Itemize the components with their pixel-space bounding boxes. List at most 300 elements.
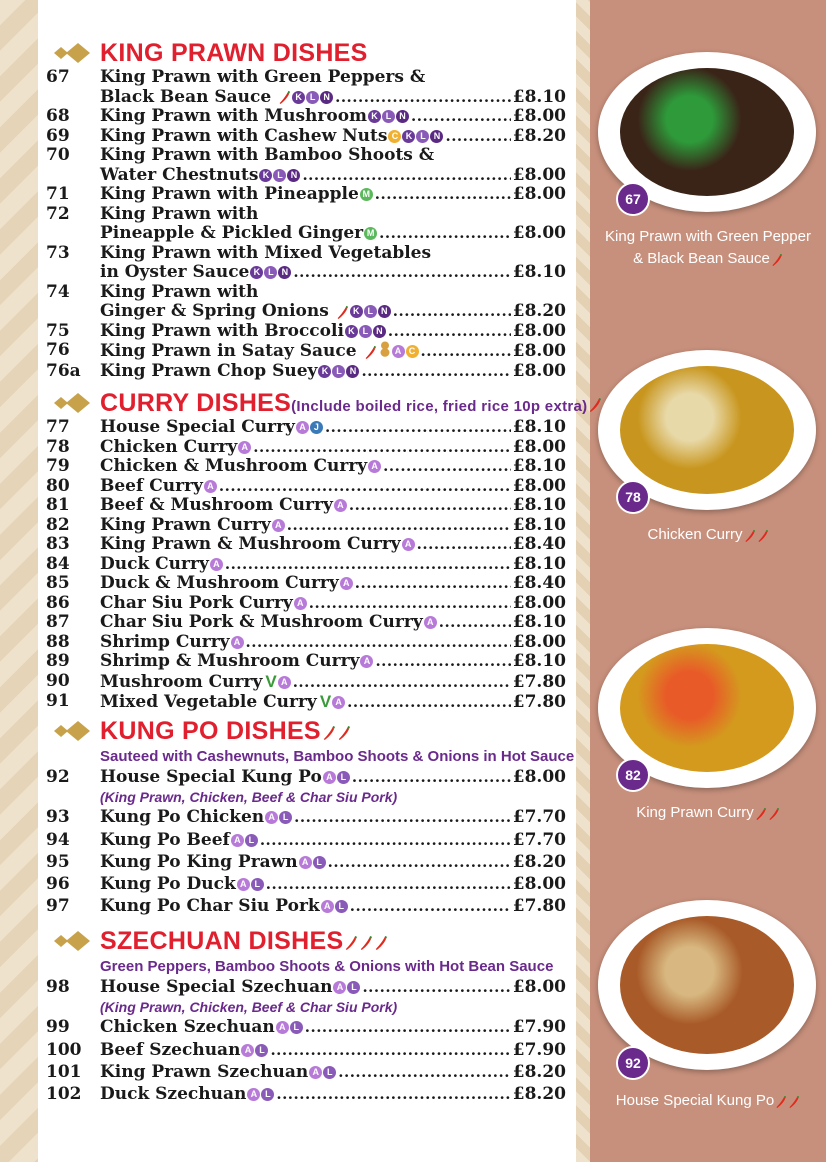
- item-price: £8.10: [512, 612, 566, 632]
- item-name-line: [100, 107, 566, 127]
- food-image: [620, 644, 794, 772]
- section-title: [100, 38, 368, 68]
- allergen-badge: N: [373, 325, 386, 338]
- item-number: 89: [46, 651, 70, 671]
- item-name: Beef & Mushroom Curry A: [100, 496, 347, 516]
- menu-item: [38, 283, 576, 322]
- item-number: 81: [46, 495, 70, 515]
- item-name: King Prawn with: [100, 281, 259, 302]
- allergen-badge: L: [359, 325, 372, 338]
- item-name: King Prawn in Satay Sauce A C: [100, 341, 419, 362]
- item-name: Kung Po Beef A L: [100, 831, 258, 851]
- vegetarian-mark: V: [265, 671, 277, 691]
- allergen-badge: N: [346, 365, 359, 378]
- menu-section: [38, 716, 576, 920]
- item-number: 86: [46, 592, 70, 613]
- item-name-line: [100, 224, 566, 244]
- dot-leader: [338, 1063, 511, 1083]
- item-price: £8.00: [512, 475, 566, 496]
- item-name-line: [100, 457, 566, 477]
- item-name-line: [100, 438, 566, 458]
- item-price: £8.00: [512, 767, 566, 787]
- item-number: 92: [46, 767, 70, 787]
- chili-icon: [756, 529, 769, 542]
- item-name-line: [100, 978, 566, 998]
- menu-item: [38, 897, 576, 917]
- item-name-line: [100, 1041, 566, 1061]
- item-name-line: [100, 477, 566, 497]
- item-number: 100: [46, 1039, 82, 1060]
- menu-item: [38, 594, 576, 614]
- item-number: 98: [46, 977, 70, 997]
- allergen-badge: L: [264, 266, 277, 279]
- menu-section: [38, 38, 576, 381]
- dot-leader: [349, 496, 511, 516]
- dot-leader: [439, 613, 511, 633]
- item-number: 76a: [46, 360, 81, 381]
- item-number: 68: [46, 106, 70, 126]
- dot-leader: [253, 438, 511, 458]
- item-name: Kung Po Duck A L: [100, 875, 264, 895]
- menu-item: [38, 808, 576, 828]
- item-number: 102: [46, 1084, 82, 1105]
- menu-item: [38, 516, 576, 536]
- item-price: £8.00: [512, 592, 566, 613]
- plate-image: [598, 900, 816, 1070]
- section-header: [38, 716, 576, 746]
- item-price: £8.10: [512, 417, 566, 437]
- chili-icon: [343, 935, 358, 950]
- item-name: King Prawn & Mushroom Curry A: [100, 535, 415, 555]
- dot-leader: [309, 594, 511, 614]
- caption-line: [598, 226, 818, 248]
- item-number: 76: [46, 340, 70, 360]
- section-title: [100, 926, 388, 956]
- menu-section: [38, 926, 576, 1107]
- caption-text: King Prawn with Green Pepper: [605, 228, 811, 245]
- item-number: 85: [46, 573, 70, 593]
- item-name-line: [100, 244, 566, 264]
- section-diamond-icon: [46, 720, 92, 742]
- allergen-badge: L: [332, 365, 345, 378]
- dish-caption: [598, 226, 818, 270]
- item-name-line: [100, 341, 566, 362]
- item-name-line: [100, 516, 566, 536]
- allergen-badge: A: [299, 856, 312, 869]
- menu-item: [38, 146, 576, 185]
- caption-line: [598, 802, 818, 824]
- allergen-badge: L: [347, 981, 360, 994]
- menu-item: [38, 555, 576, 575]
- item-price: £8.00: [512, 164, 566, 185]
- allergen-badge: C: [388, 130, 401, 143]
- allergen-badge: L: [323, 1066, 336, 1079]
- allergen-badge: L: [335, 900, 348, 913]
- item-name: Mushroom Curry V A: [100, 672, 291, 693]
- menu-item: [38, 535, 576, 555]
- item-name: Char Siu Pork Curry A: [100, 594, 307, 614]
- dot-leader: [328, 853, 511, 873]
- item-number: 84: [46, 553, 70, 574]
- item-name: Shrimp Curry A: [100, 633, 244, 653]
- item-name: Pineapple & Pickled Ginger M: [100, 224, 377, 244]
- item-name-line: [100, 555, 566, 575]
- item-price: £8.10: [512, 456, 566, 476]
- item-price: £7.90: [512, 1017, 566, 1038]
- item-name-line: [100, 692, 566, 713]
- allergen-badge: A: [204, 480, 217, 493]
- item-number: 93: [46, 807, 70, 828]
- item-name: Black Bean Sauce K L N: [100, 88, 333, 108]
- dot-leader: [335, 88, 511, 108]
- item-name-line: [100, 185, 566, 205]
- allergen-badge: A: [278, 676, 291, 689]
- item-price: £8.10: [512, 514, 566, 535]
- section-header: [38, 38, 576, 68]
- item-price: £8.10: [512, 495, 566, 515]
- allergen-badge: A: [272, 519, 285, 532]
- item-name-line: [100, 166, 566, 186]
- allergen-badge: A: [237, 878, 250, 891]
- item-name: Water Chestnuts K L N: [100, 166, 300, 186]
- dot-leader: [225, 555, 511, 575]
- dot-leader: [352, 768, 511, 788]
- item-number: 67: [46, 67, 70, 87]
- menu-item: [38, 477, 576, 497]
- allergen-badge: K: [350, 305, 363, 318]
- allergen-badge: K: [318, 365, 331, 378]
- item-name: Duck Szechuan A L: [100, 1085, 274, 1105]
- item-price: £8.00: [512, 360, 566, 381]
- item-price: £8.20: [512, 851, 566, 872]
- item-number: 80: [46, 475, 70, 496]
- dish-photo: [598, 628, 818, 858]
- item-name-line: [100, 897, 566, 917]
- allergen-badge: A: [360, 655, 373, 668]
- item-price: £8.00: [512, 184, 566, 204]
- item-price: £8.10: [512, 651, 566, 671]
- item-number: 97: [46, 896, 70, 917]
- menu-item: [38, 107, 576, 127]
- section-title-text: SZECHUAN DISHES: [100, 927, 344, 955]
- item-number: 101: [46, 1061, 82, 1082]
- dot-leader: [375, 652, 510, 672]
- menu-item: [38, 768, 576, 806]
- allergen-badge: A: [424, 616, 437, 629]
- allergen-badge: A: [294, 597, 307, 610]
- item-price: £7.70: [512, 807, 566, 828]
- chili-icon: [336, 725, 351, 740]
- menu-item: [38, 613, 576, 633]
- allergen-badge: L: [416, 130, 429, 143]
- item-note: (King Prawn, Chicken, Beef & Char Siu Pork): [100, 788, 398, 805]
- allergen-badge: C: [406, 345, 419, 358]
- dot-leader: [293, 673, 511, 693]
- item-name-line: [100, 205, 566, 225]
- item-price: £8.20: [512, 125, 566, 146]
- item-number: 99: [46, 1017, 70, 1038]
- menu-item: [38, 652, 576, 672]
- chili-icon: [774, 1095, 787, 1108]
- item-name: King Prawn Curry A: [100, 516, 285, 536]
- item-price: £7.80: [512, 896, 566, 917]
- item-number: 70: [46, 145, 70, 165]
- allergen-badge: A: [332, 696, 345, 709]
- item-price: £8.10: [512, 86, 566, 107]
- allergen-badge: L: [313, 856, 326, 869]
- item-name-line: [100, 768, 566, 788]
- dot-leader: [293, 263, 510, 283]
- item-number: 79: [46, 456, 70, 476]
- menu-item: [38, 574, 576, 594]
- item-name: Beef Curry A: [100, 477, 217, 497]
- item-name-line: [100, 263, 566, 283]
- menu-item: [38, 68, 576, 107]
- dot-leader: [266, 875, 511, 895]
- dish-number-badge: 92: [616, 1046, 650, 1080]
- dish-caption: [598, 802, 818, 824]
- menu-item: [38, 1041, 576, 1061]
- menu-item: [38, 457, 576, 477]
- item-number: 74: [46, 281, 70, 302]
- item-name: Duck Curry A: [100, 555, 223, 575]
- item-price: £8.00: [512, 320, 566, 341]
- item-name: Ginger & Spring Onions K L N: [100, 302, 391, 322]
- item-name: Duck & Mushroom Curry A: [100, 574, 353, 594]
- vegetarian-mark: V: [319, 692, 332, 711]
- item-price: £8.40: [512, 534, 566, 554]
- item-name: Kung Po King Prawn A L: [100, 853, 326, 873]
- allergen-badge: N: [320, 91, 333, 104]
- dish-number-badge: 67: [616, 182, 650, 216]
- allergen-badge: A: [276, 1021, 289, 1034]
- dot-leader: [393, 302, 511, 322]
- item-number: 73: [46, 242, 70, 263]
- item-name: Chicken Szechuan A L: [100, 1018, 303, 1038]
- item-name: Shrimp & Mushroom Curry A: [100, 652, 373, 672]
- allergen-badge: L: [364, 305, 377, 318]
- item-number: 78: [46, 436, 70, 457]
- item-number: 83: [46, 534, 70, 554]
- dot-leader: [294, 808, 511, 828]
- item-name: King Prawn with Broccoli K L N: [100, 322, 386, 342]
- allergen-badge: A: [247, 1088, 260, 1101]
- section-title-text: CURRY DISHES: [100, 389, 292, 417]
- item-name: Kung Po Chicken A L: [100, 808, 292, 828]
- caption-text: House Special Kung Po: [615, 1092, 775, 1109]
- item-price: £7.90: [512, 1039, 566, 1060]
- chili-icon: [358, 935, 373, 950]
- chili-icon: [321, 725, 336, 740]
- allergen-badge: L: [251, 878, 264, 891]
- item-number: 88: [46, 631, 70, 652]
- allergen-badge: A: [392, 345, 405, 358]
- item-name: King Prawn with Bamboo Shoots &: [100, 145, 435, 165]
- menu-item: [38, 418, 576, 438]
- item-name-line: [100, 808, 566, 828]
- caption-line: [598, 1090, 818, 1112]
- section-title: [100, 716, 351, 746]
- menu-item: [38, 875, 576, 895]
- left-decorative-border: [0, 0, 38, 1162]
- item-number: 72: [46, 203, 70, 224]
- item-name-line: [100, 652, 566, 672]
- allergen-badge: L: [255, 1044, 268, 1057]
- dish-number-badge: 82: [616, 758, 650, 792]
- allergen-badge: A: [309, 1066, 322, 1079]
- item-name: King Prawn Chop Suey K L N: [100, 362, 359, 382]
- dot-leader: [379, 224, 511, 244]
- dish-photo: [598, 52, 818, 282]
- section-diamond-icon: [46, 42, 92, 64]
- section-note: (Include boiled rice, fried rice 10p extra): [291, 398, 588, 415]
- item-name-line: [100, 875, 566, 895]
- item-price: £8.20: [512, 1084, 566, 1105]
- allergen-badge: A: [231, 834, 244, 847]
- allergen-badge: K: [368, 110, 381, 123]
- allergen-badge: A: [210, 558, 223, 571]
- item-price: £7.70: [512, 829, 566, 850]
- item-price: £8.00: [512, 874, 566, 895]
- allergen-badge: N: [396, 110, 409, 123]
- item-price: £7.80: [512, 671, 566, 692]
- chili-icon: [770, 253, 783, 266]
- item-name-line: [100, 68, 566, 88]
- menu-item: [38, 185, 576, 205]
- item-name: Mixed Vegetable Curry V A: [100, 692, 345, 713]
- item-number: 75: [46, 320, 70, 341]
- item-number: 87: [46, 612, 70, 632]
- item-name-line: [100, 146, 566, 166]
- item-price: £8.00: [512, 106, 566, 126]
- item-number: 96: [46, 874, 70, 895]
- allergen-badge: K: [259, 169, 272, 182]
- allergen-badge: N: [378, 305, 391, 318]
- chili-icon: [373, 935, 388, 950]
- item-name: King Prawn Szechuan A L: [100, 1063, 336, 1083]
- item-name-line: [100, 418, 566, 438]
- item-name: Chicken Curry A: [100, 438, 251, 458]
- allergen-badge: A: [296, 421, 309, 434]
- item-name: King Prawn with Green Peppers &: [100, 67, 426, 87]
- item-number: 69: [46, 125, 70, 146]
- menu-section: [38, 388, 588, 713]
- dot-leader: [287, 516, 511, 536]
- allergen-badge: A: [238, 441, 251, 454]
- menu-item: [38, 978, 576, 1016]
- item-name: King Prawn with Mushroom K L N: [100, 107, 409, 127]
- item-name-line: [100, 1063, 566, 1083]
- food-image: [620, 916, 794, 1054]
- item-name-line: [100, 672, 566, 693]
- allergen-badge: M: [360, 188, 373, 201]
- section-diamond-icon: [46, 930, 92, 952]
- item-price: £8.00: [512, 631, 566, 652]
- menu-item: [38, 438, 576, 458]
- chili-icon: [363, 345, 377, 359]
- peanut-icon: [379, 341, 391, 357]
- item-price: £7.80: [512, 692, 566, 712]
- menu-item: [38, 205, 576, 244]
- allergen-badge: L: [306, 91, 319, 104]
- allergen-badge: A: [231, 636, 244, 649]
- dot-leader: [388, 322, 511, 342]
- item-name: Kung Po Char Siu Pork A L: [100, 897, 348, 917]
- section-header: [38, 926, 576, 956]
- item-number: 95: [46, 851, 70, 872]
- dish-number-badge: 78: [616, 480, 650, 514]
- allergen-badge: L: [273, 169, 286, 182]
- item-number: 71: [46, 184, 70, 204]
- allergen-badge: A: [368, 460, 381, 473]
- allergen-badge: N: [278, 266, 291, 279]
- item-name-line: [100, 1085, 566, 1105]
- dot-leader: [260, 831, 511, 851]
- allergen-badge: K: [345, 325, 358, 338]
- dot-leader: [383, 457, 511, 477]
- item-name: King Prawn with Mixed Vegetables: [100, 242, 432, 263]
- dot-leader: [445, 127, 510, 147]
- section-subtitle: Green Peppers, Bamboo Shoots & Onions with Hot Bean Sauce: [100, 958, 554, 975]
- menu-item: [38, 853, 576, 873]
- chili-icon: [335, 305, 349, 319]
- allergen-badge: L: [337, 771, 350, 784]
- dot-leader: [362, 978, 510, 998]
- allergen-badge: K: [250, 266, 263, 279]
- dish-photo: [598, 900, 818, 1130]
- item-name-line: [100, 594, 566, 614]
- dot-leader: [325, 418, 511, 438]
- section-title-text: KUNG PO DISHES: [100, 717, 321, 745]
- dish-caption: [598, 1090, 818, 1112]
- item-name-line: [100, 283, 566, 303]
- menu-item: [38, 633, 576, 653]
- menu-item: [38, 496, 576, 516]
- dot-leader: [246, 633, 511, 653]
- item-price: £8.00: [512, 341, 566, 361]
- item-number: 91: [46, 691, 70, 711]
- dot-leader: [276, 1085, 510, 1105]
- item-name: King Prawn with Pineapple M: [100, 185, 373, 205]
- allergen-badge: J: [310, 421, 323, 434]
- chili-icon: [277, 90, 291, 104]
- menu-item: [38, 322, 576, 342]
- caption-text: Chicken Curry: [647, 526, 743, 543]
- chili-icon: [743, 529, 756, 542]
- item-price: £8.10: [512, 262, 566, 282]
- item-name: Beef Szechuan A L: [100, 1041, 268, 1061]
- allergen-badge: L: [261, 1088, 274, 1101]
- item-name-line: [100, 613, 566, 633]
- dish-caption: [598, 524, 818, 546]
- allergen-badge: A: [333, 981, 346, 994]
- item-number: 77: [46, 417, 70, 437]
- allergen-badge: A: [402, 538, 415, 551]
- menu-item: [38, 1018, 576, 1038]
- item-name-line: [100, 574, 566, 594]
- item-price: £8.20: [512, 301, 566, 321]
- item-price: £8.40: [512, 573, 566, 593]
- item-name-line: [100, 362, 566, 382]
- dot-leader: [375, 185, 511, 205]
- dot-leader: [411, 107, 511, 127]
- allergen-badge: A: [321, 900, 334, 913]
- dot-leader: [417, 535, 511, 555]
- item-number: 82: [46, 514, 70, 535]
- item-price: £8.00: [512, 977, 566, 997]
- item-name-line: [100, 535, 566, 555]
- item-price: £8.20: [512, 1061, 566, 1082]
